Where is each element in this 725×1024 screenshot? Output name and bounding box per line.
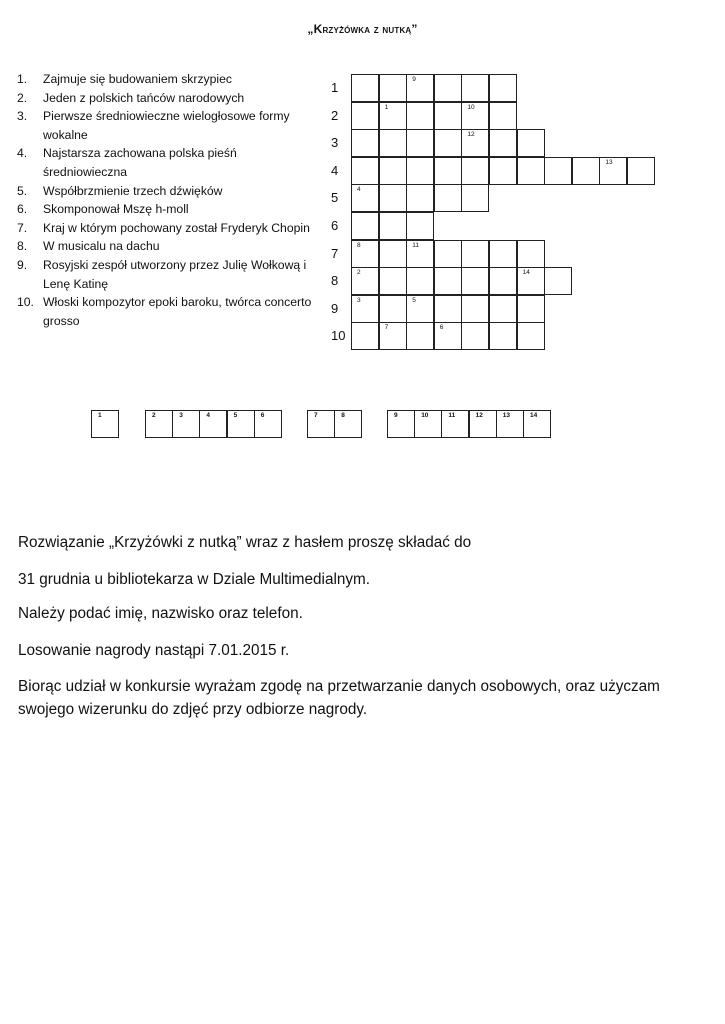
crossword-cell[interactable] [517,129,545,157]
solution-cell-number: 10 [421,412,429,419]
crossword-cell[interactable] [406,267,434,295]
crossword-cell[interactable] [351,212,379,240]
crossword-cell[interactable] [517,240,545,268]
clue-number: 1. [17,72,28,86]
crossword-cell[interactable] [379,74,407,102]
solution-cell[interactable] [496,410,524,438]
crossword-cell[interactable] [489,74,517,102]
cell-number: 10 [467,103,475,111]
crossword-cell[interactable] [379,322,407,350]
crossword-cell[interactable] [434,322,462,350]
clue-text: W musicalu na dachu [43,239,160,254]
crossword-cell[interactable] [406,212,434,240]
solution-cell-number: 2 [152,412,156,419]
clue-number: 8. [17,239,28,254]
crossword-cell[interactable] [406,74,434,102]
solution-cell-number: 3 [179,412,183,419]
cell-number: 7 [384,324,389,332]
instruction-line-1: Rozwiązanie „Krzyżówki z nutką” wraz z hasłem proszę składać do [18,534,472,551]
clue-text: Rosyjski zespół utworzony przez Julię Wołkową i Lenę Katinę [43,257,307,291]
crossword-cell[interactable] [406,157,434,185]
cell-number: 12 [467,131,475,139]
solution-cell-number: 13 [502,412,511,419]
solution-cell[interactable] [469,410,497,438]
crossword-cell[interactable] [434,129,462,157]
clue-number: 6. [17,202,28,217]
crossword-cell[interactable] [461,74,489,102]
cell-number: 3 [357,296,361,304]
crossword-cell[interactable] [461,267,489,295]
crossword-cell[interactable] [379,157,407,185]
clue-list [17,70,317,330]
crossword-cell[interactable] [489,322,517,350]
consent-text: Biorąc udział w konkursie wyrażam zgodę na przetwarzanie danych osobowych, oraz użyczam swojego wizerunku do zdjęć przy odbiorze nagrody. [18,678,660,718]
clue-item [17,89,317,108]
crossword-cell[interactable] [434,295,462,323]
crossword-cell[interactable] [351,184,379,212]
clue-item [17,182,317,201]
solution-cell-number: 14 [530,412,538,419]
row-number: 1 [331,80,339,95]
cell-number: 9 [412,76,416,83]
solution-cell-number: 11 [448,412,456,419]
crossword-cell[interactable] [461,102,489,130]
crossword-cell[interactable] [379,102,407,130]
clue-text: Pierwsze średniowieczne wielogłosowe formy wokalne [43,109,290,142]
cell-number: 1 [384,103,389,111]
row-number: 4 [331,162,339,178]
crossword-cell[interactable] [406,102,434,130]
solution-cell-number: 1 [98,412,102,419]
solution-cell-number: 8 [341,412,345,419]
crossword-cell[interactable] [517,295,545,323]
solution-cell-number: 12 [475,412,483,419]
cell-number: 6 [439,324,444,332]
clue-item [17,107,317,144]
crossword-cell[interactable] [461,184,489,212]
solution-cell[interactable] [307,410,335,438]
row-number: 10 [331,328,346,344]
clue-number: 4. [17,146,28,161]
solution-cell[interactable] [254,410,282,438]
crossword-cell[interactable] [406,322,434,350]
crossword-cell[interactable] [627,157,655,185]
row-number: 5 [331,190,339,206]
crossword-cell[interactable] [517,322,545,350]
crossword-cell[interactable] [434,267,462,295]
cell-number: 4 [357,186,361,194]
crossword-cell[interactable] [517,157,545,185]
solution-cell-number: 6 [260,412,265,419]
crossword-cell[interactable] [489,267,517,295]
crossword-cell[interactable] [351,295,379,323]
crossword-cell[interactable] [572,157,600,185]
crossword-cell[interactable] [406,184,434,212]
crossword-cell[interactable] [461,157,489,185]
solution-cell-number: 5 [233,412,238,419]
cell-number: 11 [412,241,419,249]
crossword-cell[interactable] [544,267,572,295]
solution-cell[interactable] [91,410,119,438]
crossword-cell[interactable] [461,322,489,350]
crossword-cell[interactable] [351,267,379,295]
crossword-cell[interactable] [406,295,434,323]
crossword-cell[interactable] [434,102,462,130]
solution-cell[interactable] [414,410,442,438]
clue-text: Skomponował Mszę h-moll [43,202,189,217]
cell-number: 2 [357,269,361,277]
clue-number: 7. [17,220,28,235]
solution-cell[interactable] [227,410,255,438]
clue-number: 2. [17,90,28,105]
solution-cell[interactable] [172,410,200,438]
clue-text: Zajmuje się budowaniem skrzypiec [43,72,232,86]
row-number: 8 [331,273,339,289]
clue-item [17,70,317,89]
crossword-cell[interactable] [489,240,517,268]
crossword-cell[interactable] [351,322,379,350]
crossword-cell[interactable] [351,157,379,185]
clue-text: Włoski kompozytor epoki baroku, twórca concerto grosso [43,295,312,328]
crossword-cell[interactable] [489,157,517,185]
solution-cell[interactable] [387,410,415,438]
crossword-cell[interactable] [379,295,407,323]
crossword-cell[interactable] [351,102,379,130]
crossword-cell[interactable] [406,240,434,268]
crossword-cell[interactable] [489,102,517,130]
clue-text: Współbrzmienie trzech dźwięków [43,183,223,198]
solution-cell[interactable] [145,410,173,438]
row-number: 2 [331,107,339,123]
row-number: 3 [331,135,339,151]
clue-item [17,237,317,256]
row-number: 9 [331,300,339,316]
crossword-cell[interactable] [434,74,462,102]
clue-text: Jeden z polskich tańców narodowych [43,90,245,105]
crossword-cell[interactable] [461,129,489,157]
cell-number: 14 [522,269,530,277]
instruction-line-2: 31 grudnia u bibliotekarza w Dziale Multimedialnym. [18,571,370,588]
crossword-cell[interactable] [517,267,545,295]
clue-number: 9. [17,257,28,272]
crossword-cell[interactable] [379,184,407,212]
cell-number: 5 [412,296,416,304]
clue-text: Kraj w którym pochowany został Fryderyk Chopin [43,220,310,235]
clue-item [17,256,317,293]
clue-number: 10. [17,295,34,310]
crossword-cell[interactable] [434,157,462,185]
crossword-cell[interactable] [351,129,379,157]
crossword-cell[interactable] [379,240,407,268]
instruction-line-3: Należy podać imię, nazwisko oraz telefon. [18,605,303,622]
clue-item [17,219,317,238]
cell-number: 8 [357,241,361,249]
solution-cell-number: 7 [314,412,318,419]
row-number: 6 [331,218,339,233]
clue-item [17,144,317,181]
crossword-cell[interactable] [406,129,434,157]
clue-number: 5. [17,183,28,198]
solution-cell[interactable] [199,410,227,438]
clue-text: Najstarsza zachowana polska pieśń średniowieczna [43,146,237,179]
crossword-cell[interactable] [434,240,462,268]
crossword-cell[interactable] [489,129,517,157]
crossword-cell[interactable] [351,74,379,102]
solution-cell[interactable] [334,410,362,438]
crossword-cell[interactable] [544,157,572,185]
crossword-cell[interactable] [461,240,489,268]
solution-cell-number: 4 [206,412,211,419]
crossword-cell[interactable] [351,240,379,268]
crossword-cell[interactable] [461,295,489,323]
solution-cell[interactable] [441,410,469,438]
crossword-cell[interactable] [434,184,462,212]
crossword-cell[interactable] [599,157,627,185]
crossword-cell[interactable] [489,295,517,323]
row-number: 7 [331,245,339,261]
instruction-line-4: Losowanie nagrody nastąpi 7.01.2015 r. [18,642,290,659]
clue-number: 3. [17,109,28,124]
page-title: „Krzyżówka z nutką” [307,22,418,36]
clue-item [17,293,317,330]
crossword-cell[interactable] [379,267,407,295]
crossword-cell[interactable] [379,212,407,240]
clue-item [17,200,317,219]
crossword-cell[interactable] [379,129,407,157]
cell-number: 13 [605,158,613,166]
solution-cell-number: 9 [394,412,398,419]
solution-cell[interactable] [523,410,551,438]
